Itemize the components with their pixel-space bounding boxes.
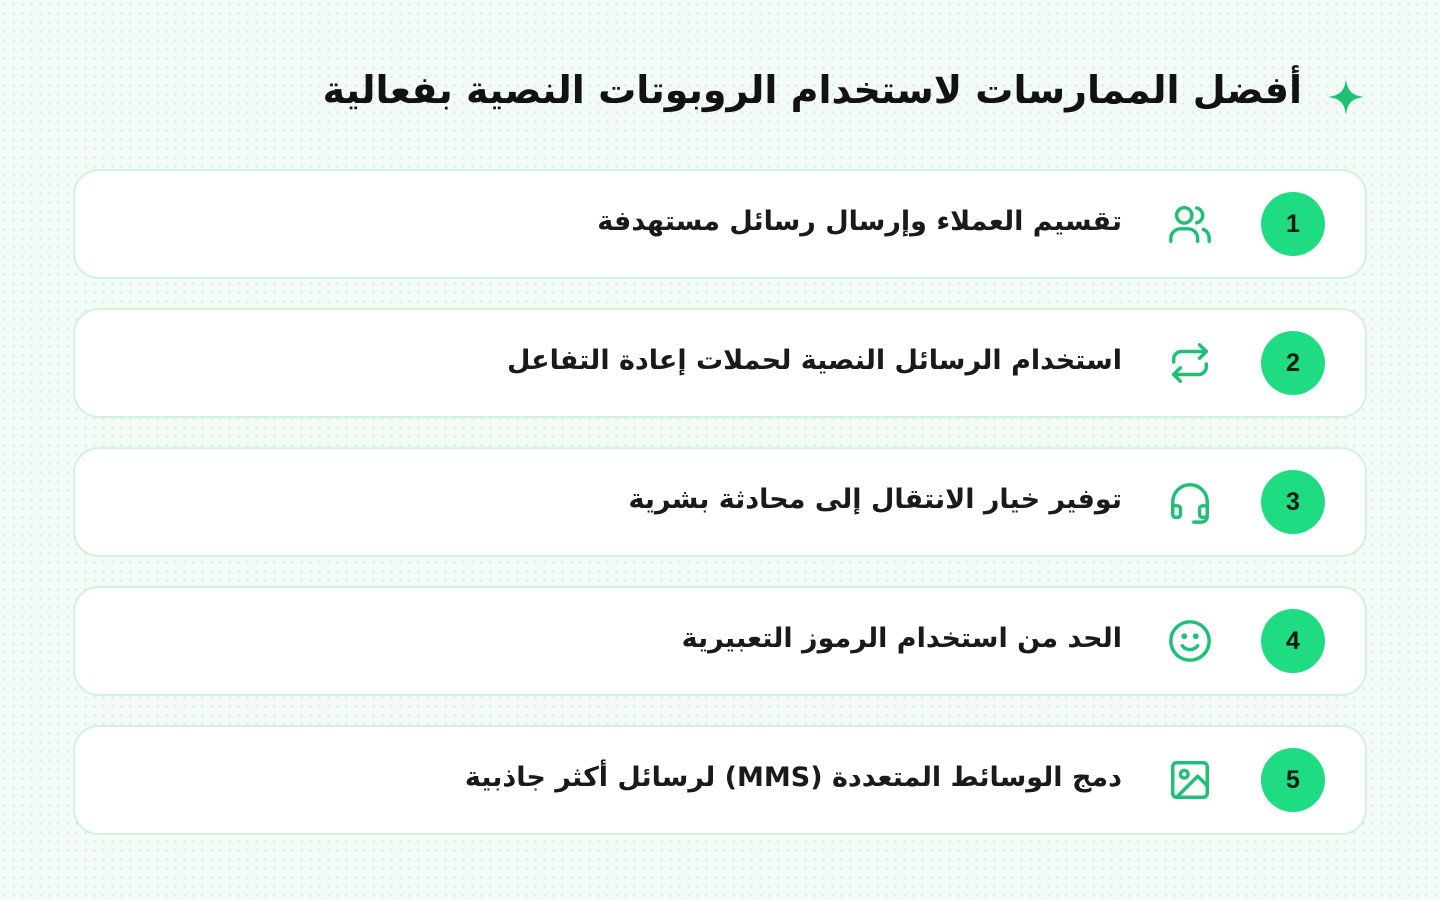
best-practices-list xyxy=(73,169,1367,864)
number-badge: 5 xyxy=(1261,748,1325,812)
number-badge: 2 xyxy=(1261,331,1325,395)
list-item xyxy=(73,725,1367,835)
item-label: توفير خيار الانتقال إلى محادثة بشرية xyxy=(628,484,1122,516)
repeat-icon xyxy=(1167,340,1213,386)
page-title: أفضل الممارسات لاستخدام الروبوتات النصية بفعالية xyxy=(322,68,1302,112)
number-badge: 3 xyxy=(1261,470,1325,534)
sparkle-icon xyxy=(1324,75,1368,119)
list-item xyxy=(73,169,1367,279)
list-item xyxy=(73,308,1367,418)
item-label: استخدام الرسائل النصية لحملات إعادة التفاعل xyxy=(507,345,1122,377)
number-badge: 1 xyxy=(1261,192,1325,256)
list-item xyxy=(73,447,1367,557)
headset-icon xyxy=(1167,479,1213,525)
page-header xyxy=(323,58,1368,122)
smiley-icon xyxy=(1167,618,1213,664)
number-badge: 4 xyxy=(1261,609,1325,673)
list-item xyxy=(73,586,1367,696)
item-label: دمج الوسائط المتعددة (MMS) لرسائل أكثر جاذبية xyxy=(464,762,1122,794)
item-label: الحد من استخدام الرموز التعبيرية xyxy=(681,623,1122,655)
image-icon xyxy=(1167,757,1213,803)
users-icon xyxy=(1167,201,1213,247)
item-label: تقسيم العملاء وإرسال رسائل مستهدفة xyxy=(597,206,1122,238)
